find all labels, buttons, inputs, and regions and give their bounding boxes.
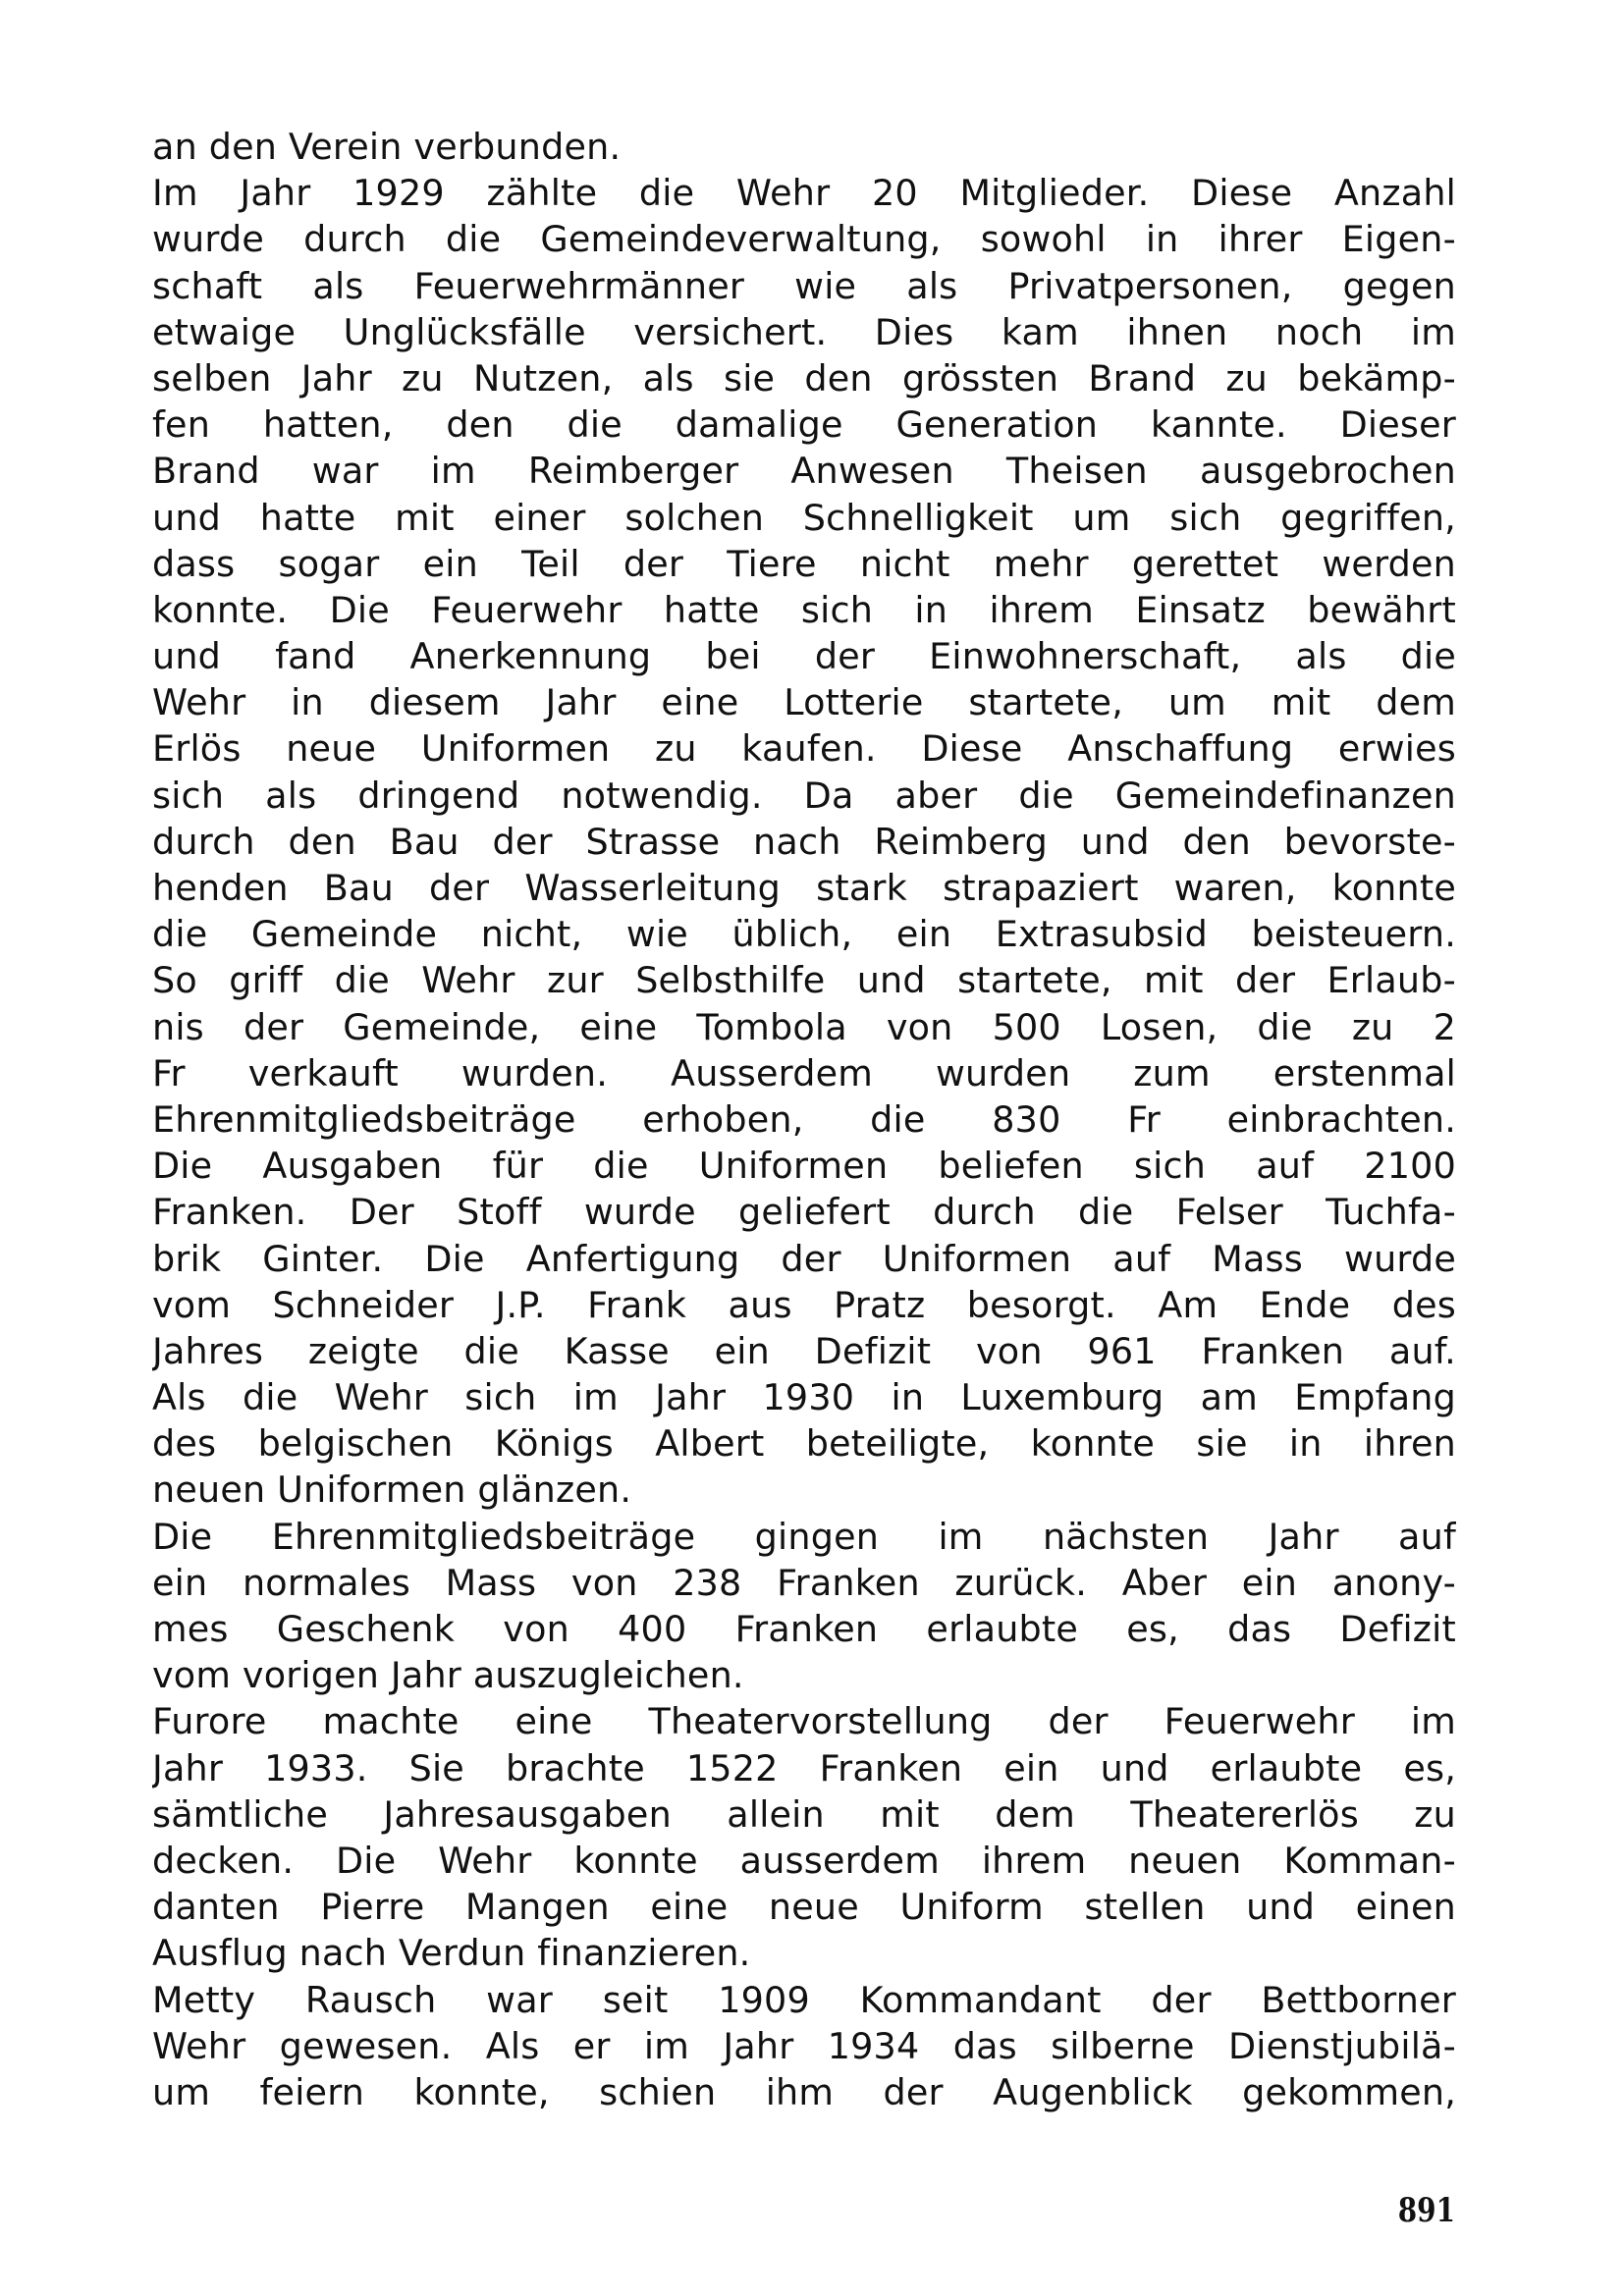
text-line: Ausflug nach Verdun finanzieren.	[152, 1932, 751, 1975]
text-line: Wehr in diesem Jahr eine Lotterie startete, um mit dem	[152, 681, 1456, 724]
text-line: und fand Anerkennung bei der Einwohnerschaft, als die	[152, 635, 1456, 678]
text-line: henden Bau der Wasserleitung stark strapaziert waren, konnte	[152, 867, 1456, 909]
text-line: nis der Gemeinde, eine Tombola von 500 Losen, die zu 2	[152, 1005, 1456, 1048]
text-line: Jahres zeigte die Kasse ein Defizit von 961 Franken auf.	[152, 1329, 1456, 1372]
text-line: So griff die Wehr zur Selbsthilfe und startete, mit der Erlaub-	[152, 959, 1456, 1002]
text-line: sich als dringend notwendig. Da aber die Gemeindefinanzen	[152, 774, 1456, 817]
text-line: Als die Wehr sich im Jahr 1930 in Luxemburg am Empfang	[152, 1376, 1456, 1419]
text-line: an den Verein verbunden.	[152, 126, 622, 168]
text-line: mes Geschenk von 400 Franken erlaubte es, das Defizit	[152, 1608, 1456, 1650]
text-line: dass sogar ein Teil der Tiere nicht mehr gerettet werden	[152, 542, 1456, 585]
text-line: wurde durch die Gemeindeverwaltung, sowohl in ihrer Eigen-	[152, 218, 1456, 261]
text-line: selben Jahr zu Nutzen, als sie den grössten Brand zu bekämp-	[152, 356, 1456, 400]
text-line: Ehrenmitgliedsbeiträge erhoben, die 830 Fr einbrachten.	[152, 1097, 1456, 1141]
text-line: etwaige Unglücksfälle versichert. Dies kam ihnen noch im	[152, 310, 1456, 353]
text-line: neuen Uniformen glänzen.	[152, 1468, 632, 1512]
text-line: Brand war im Reimberger Anwesen Theisen ausgebrochen	[152, 450, 1456, 493]
text-line: vom Schneider J.P. Frank aus Pratz besorgt. Am Ende des	[152, 1283, 1456, 1326]
text-line: danten Pierre Mangen eine neue Uniform stellen und einen	[152, 1886, 1456, 1929]
text-line: Jahr 1933. Sie brachte 1522 Franken ein und erlaubte es,	[152, 1746, 1456, 1789]
text-line: Die Ehrenmitgliedsbeiträge gingen im nächsten Jahr auf	[152, 1515, 1456, 1558]
text-line: Erlös neue Uniformen zu kaufen. Diese Anschaffung erwies	[152, 727, 1456, 771]
text-line: vom vorigen Jahr auszugleichen.	[152, 1654, 744, 1697]
text-line: Die Ausgaben für die Uniformen beliefen sich auf 2100	[152, 1145, 1456, 1188]
text-line: durch den Bau der Strasse nach Reimberg und den bevorste-	[152, 820, 1456, 863]
text-line: Metty Rausch war seit 1909 Kommandant der Bettborner	[152, 1978, 1456, 2021]
text-line: Wehr gewesen. Als er im Jahr 1934 das silberne Dienstjubilä-	[152, 2024, 1456, 2067]
page-number: 891	[1397, 2191, 1455, 2230]
page-body	[152, 124, 1456, 2115]
text-line: Furore machte eine Theatervorstellung der Feuerwehr im	[152, 1700, 1456, 1743]
text-line: decken. Die Wehr konnte ausserdem ihrem neuen Komman-	[152, 1839, 1456, 1882]
text-line: die Gemeinde nicht, wie üblich, ein Extrasubsid beisteuern.	[152, 913, 1456, 956]
text-line: schaft als Feuerwehrmänner wie als Privatpersonen, gegen	[152, 264, 1456, 307]
text-line: sämtliche Jahresausgaben allein mit dem Theatererlös zu	[152, 1792, 1456, 1836]
text-line: fen hatten, den die damalige Generation kannte. Dieser	[152, 403, 1456, 447]
text-line: brik Ginter. Die Anfertigung der Uniformen auf Mass wurde	[152, 1237, 1456, 1280]
text-line: Fr verkauft wurden. Ausserdem wurden zum erstenmal	[152, 1051, 1456, 1095]
text-line: konnte. Die Feuerwehr hatte sich in ihrem Einsatz bewährt	[152, 588, 1456, 631]
text-line: und hatte mit einer solchen Schnelligkeit um sich gegriffen,	[152, 496, 1456, 539]
text-line: um feiern konnte, schien ihm der Augenblick gekommen,	[152, 2070, 1456, 2113]
text-line: Franken. Der Stoff wurde geliefert durch die Felser Tuchfa-	[152, 1191, 1456, 1234]
text-line: des belgischen Königs Albert beteiligte, konnte sie in ihren	[152, 1422, 1456, 1466]
text-line: Im Jahr 1929 zählte die Wehr 20 Mitglieder. Diese Anzahl	[152, 172, 1456, 215]
text-line: ein normales Mass von 238 Franken zurück. Aber ein anony-	[152, 1561, 1456, 1604]
